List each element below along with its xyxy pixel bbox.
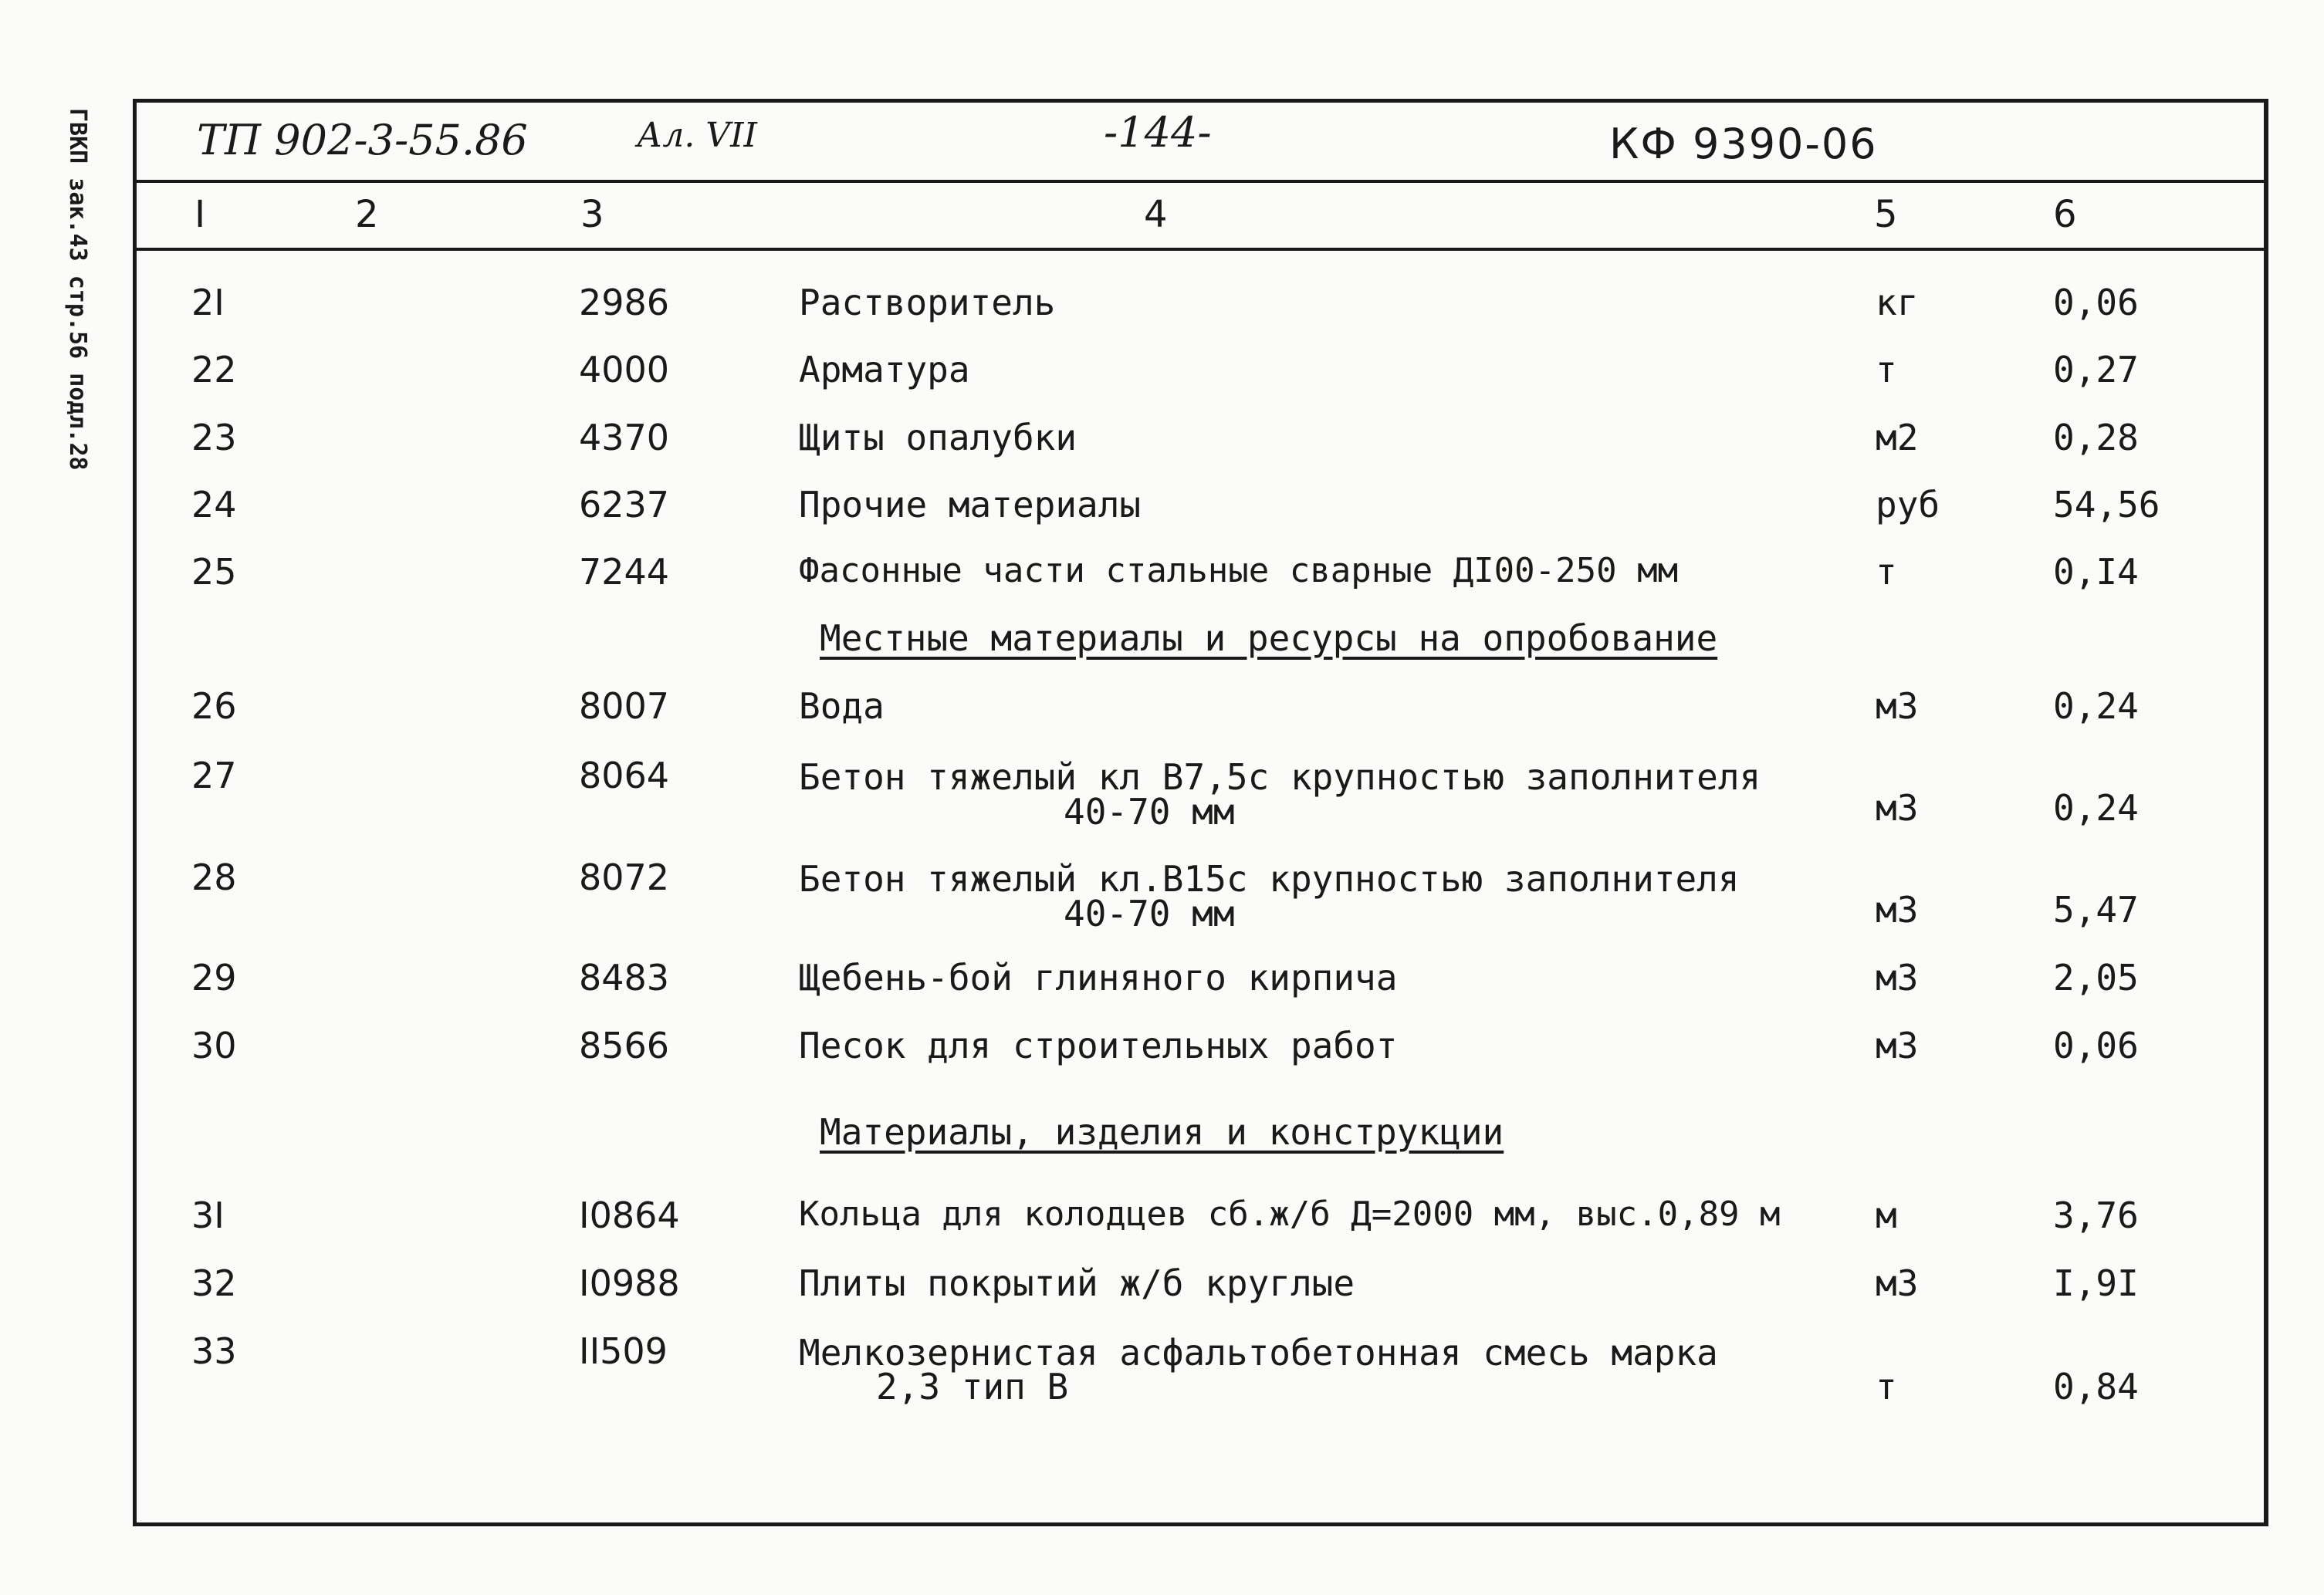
project-number: ТП 902-3-55.86 — [197, 116, 528, 164]
row-qty: 0,28 — [2053, 417, 2139, 458]
row-qty: 54,56 — [2053, 484, 2160, 525]
row-qty: 0,06 — [2053, 1025, 2139, 1066]
sheet-code: КФ 9390-06 — [1609, 120, 1878, 168]
row-number: 23 — [191, 417, 237, 458]
row-number: 33 — [191, 1330, 237, 1372]
row-unit: м3 — [1876, 889, 1919, 931]
row-name: Щебень-бой глиняного кирпича — [799, 957, 1398, 999]
column-header-divider — [137, 248, 2264, 251]
row-code: 8483 — [579, 957, 670, 999]
header-divider — [137, 180, 2264, 183]
row-qty: I,9I — [2053, 1262, 2139, 1304]
row-number: 30 — [191, 1025, 237, 1066]
row-code: II509 — [579, 1330, 668, 1372]
row-number: 22 — [191, 349, 237, 390]
section-heading-local: Местные материалы и ресурсы на опробование — [820, 617, 1718, 659]
row-code: 8072 — [579, 857, 670, 898]
row-code: 8064 — [579, 755, 670, 796]
row-code: 6237 — [579, 484, 670, 525]
row-name: Плиты покрытий ж/б круглые — [799, 1262, 1355, 1304]
row-number: 24 — [191, 484, 237, 525]
row-qty: 0,I4 — [2053, 551, 2139, 593]
album-number: Ал. VII — [637, 116, 757, 155]
row-name: Кольца для колодцев сб.ж/б Д=2000 мм, выс.0,89 м — [799, 1195, 1781, 1234]
row-number: 28 — [191, 857, 237, 898]
row-unit: м3 — [1876, 787, 1919, 829]
row-unit: руб — [1876, 484, 1940, 525]
column-header-3: 3 — [580, 193, 604, 236]
row-number: 3I — [191, 1195, 225, 1236]
row-name: Бетон тяжелый кл.В15с крупностью заполнителя — [799, 858, 1740, 900]
row-unit: м3 — [1876, 1025, 1919, 1066]
side-stamp-text: ГВКП зак.43 стр.56 подл.28 — [64, 108, 91, 471]
row-name: Вода — [799, 685, 885, 727]
row-qty: 2,05 — [2053, 957, 2139, 999]
row-unit: т — [1876, 1366, 1897, 1407]
row-name: Фасонные части стальные сварные ДI00-250 мм — [799, 551, 1679, 590]
row-name: Бетон тяжелый кл В7,5с крупностью заполнителя — [799, 756, 1761, 798]
side-stamp — [57, 108, 103, 494]
column-header-1: I — [195, 193, 206, 236]
row-qty: 5,47 — [2053, 889, 2139, 931]
row-unit: т — [1876, 349, 1897, 390]
row-unit: т — [1876, 551, 1897, 593]
row-qty: 3,76 — [2053, 1195, 2139, 1236]
row-unit: м2 — [1876, 417, 1919, 458]
row-code: I0864 — [579, 1195, 680, 1236]
page-number: -144- — [1104, 108, 1212, 157]
column-header-6: 6 — [2053, 193, 2077, 236]
row-name: Песок для строительных работ — [799, 1025, 1398, 1066]
row-unit: м3 — [1876, 1262, 1919, 1304]
row-number: 29 — [191, 957, 237, 999]
section-heading-materials: Материалы, изделия и конструкции — [820, 1111, 1504, 1153]
row-code: 8566 — [579, 1025, 670, 1066]
row-qty: 0,84 — [2053, 1366, 2139, 1407]
row-number: 2I — [191, 282, 225, 323]
row-qty: 0,24 — [2053, 787, 2139, 829]
row-name: Растворитель — [799, 282, 1056, 323]
row-unit: м3 — [1876, 957, 1919, 999]
row-name: Арматура — [799, 349, 970, 390]
row-name-continued: 2,3 тип В — [876, 1366, 1069, 1407]
row-unit: кг — [1876, 282, 1919, 323]
row-unit: м — [1876, 1195, 1897, 1236]
column-header-5: 5 — [1874, 193, 1898, 236]
row-code: 4000 — [579, 349, 670, 390]
row-code: 4370 — [579, 417, 670, 458]
column-header-2: 2 — [355, 193, 379, 236]
row-number: 27 — [191, 755, 237, 796]
column-header-4: 4 — [1144, 193, 1168, 236]
row-code: 2986 — [579, 282, 670, 323]
row-code: I0988 — [579, 1262, 680, 1304]
row-qty: 0,27 — [2053, 349, 2139, 390]
row-qty: 0,24 — [2053, 685, 2139, 727]
row-name: Мелкозернистая асфальтобетонная смесь марка — [799, 1332, 1718, 1374]
row-qty: 0,06 — [2053, 282, 2139, 323]
row-code: 8007 — [579, 685, 670, 727]
row-number: 26 — [191, 685, 237, 727]
row-name-continued: 40-70 мм — [1064, 791, 1235, 833]
row-name-continued: 40-70 мм — [1064, 893, 1235, 934]
row-unit: м3 — [1876, 685, 1919, 727]
row-name: Щиты опалубки — [799, 417, 1077, 458]
row-code: 7244 — [579, 551, 670, 593]
row-name: Прочие материалы — [799, 484, 1142, 525]
row-number: 32 — [191, 1262, 237, 1304]
row-number: 25 — [191, 551, 237, 593]
